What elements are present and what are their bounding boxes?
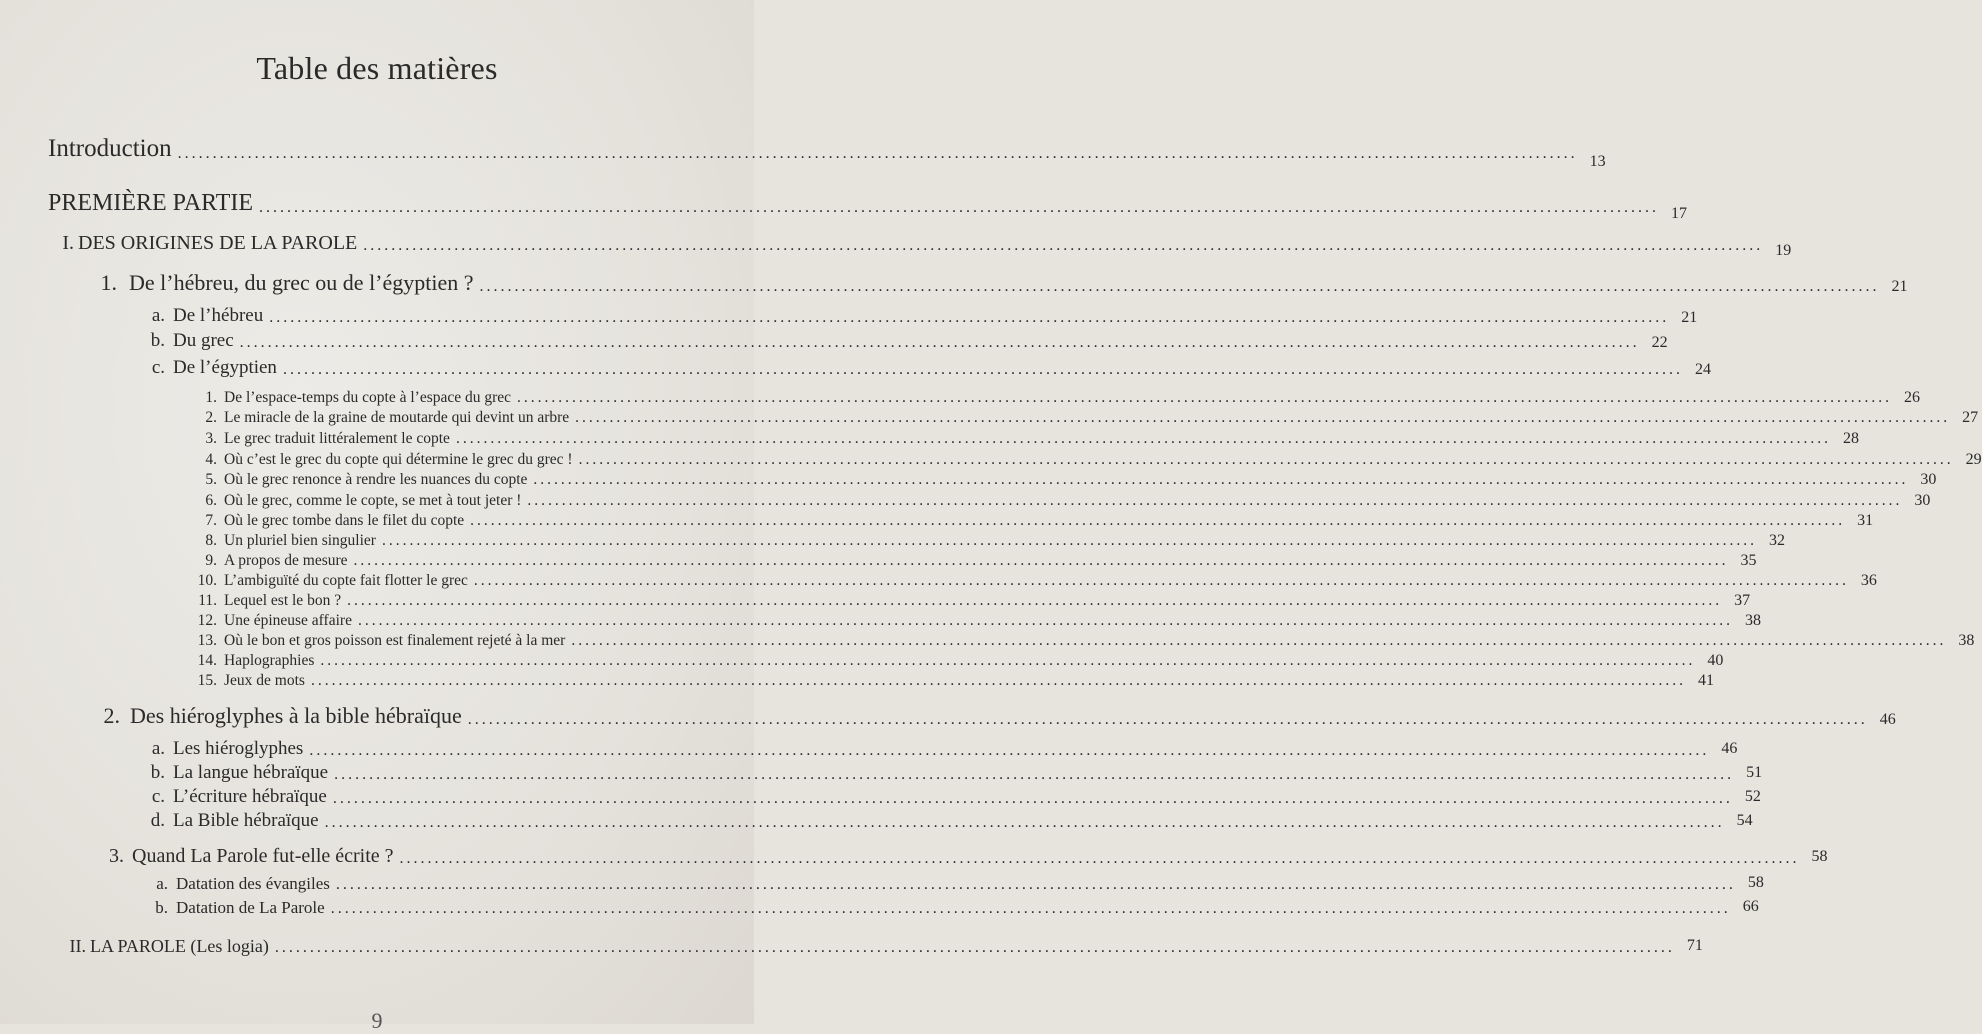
toc-entry-title: A propos de mesure (224, 552, 348, 569)
toc-entry-number: 12. (197, 612, 217, 629)
toc-entry-lequel-est-le-bon (195, 592, 1751, 610)
toc-entry-number: a. (151, 738, 165, 759)
toc-entry-number: b. (150, 762, 165, 783)
toc-entry-number: 3. (205, 430, 217, 447)
dot-leader: ........................................................................................................................................................................................................ (269, 309, 1670, 326)
toc-entry-ou-le-grec-renonce-a-rendre-les-nuances- (195, 471, 1937, 489)
dot-leader: ........................................................................................................................................................................................................ (330, 900, 1731, 917)
dot-leader: ........................................................................................................................................................................................................ (335, 876, 1736, 893)
toc-entry-number: 13. (197, 632, 217, 649)
toc-entry-page: 51 (1746, 764, 1763, 781)
dot-leader: ........................................................................................................................................................................................................ (470, 512, 1846, 529)
toc-entry-number: 10. (197, 572, 217, 589)
dot-leader: ........................................................................................................................................................................................................ (575, 409, 1951, 426)
toc-entry-title: Où le grec, comme le copte, se met à tout jeter ! (224, 492, 522, 509)
toc-entry-title: Le grec traduit littéralement le copte (224, 430, 450, 447)
toc-entry-number: c. (151, 786, 165, 807)
toc-entry-title: Datation des évangiles (176, 874, 330, 893)
toc-entry-le-grec-traduit-litteralement-le-copte (195, 430, 1859, 448)
toc-entry-title: Des hiéroglyphes à la bible hébraïque (130, 703, 462, 728)
toc-entry-la-parole-les-logia (60, 936, 1703, 957)
toc-entry-la-langue-hebraique (145, 762, 1763, 784)
toc-entry-premiere-partie (48, 190, 1688, 222)
toc-entry-page: 58 (1747, 874, 1764, 891)
dot-leader: ........................................................................................................................................................................................................ (467, 711, 1868, 728)
toc-entry-page: 40 (1707, 652, 1724, 669)
toc-entry-un-pluriel-bien-singulier (195, 532, 1785, 550)
toc-entry-number: 5. (205, 471, 217, 488)
dot-leader: ........................................................................................................................................................................................................ (324, 814, 1725, 831)
toc-entry-jeux-de-mots (195, 672, 1714, 690)
toc-entry-page: 21 (1891, 278, 1908, 295)
toc-entry-page: 52 (1744, 788, 1761, 805)
toc-entry-page: 38 (1958, 632, 1975, 649)
page-title: Table des matières (256, 50, 498, 86)
dot-leader: ........................................................................................................................................................................................................ (399, 850, 1800, 867)
toc-entry-page: 31 (1857, 512, 1874, 529)
dot-leader: ........................................................................................................................................................................................................ (239, 334, 1640, 351)
toc-entry-title: Les hiéroglyphes (173, 738, 304, 759)
toc-entry-datation-de-la-parole (148, 898, 1759, 918)
dot-leader: ........................................................................................................................................................................................................ (320, 652, 1696, 669)
toc-entry-page: 30 (1914, 492, 1931, 509)
dot-leader: ........................................................................................................................................................................................................ (310, 672, 1686, 689)
toc-entry-number: b. (155, 898, 168, 917)
toc-entry-number: 7. (205, 512, 217, 529)
dot-leader: ........................................................................................................................................................................................................ (381, 532, 1757, 549)
toc-entry-title: L’ambiguïté du copte fait flotter le grec (224, 572, 468, 589)
toc-entry-page: 35 (1740, 552, 1757, 569)
dot-leader: ........................................................................................................................................................................................................ (479, 278, 1880, 295)
toc-entry-page: 17 (1671, 205, 1688, 222)
toc-entry-page: 36 (1860, 572, 1877, 589)
toc-entry-number: 3. (109, 845, 124, 867)
toc-entry-title: DES ORIGINES DE LA PAROLE (78, 232, 358, 254)
dot-leader: ........................................................................................................................................................................................................ (578, 451, 1954, 468)
toc-entry-number: 8. (205, 532, 217, 549)
toc-entry-quand-la-parole-fut-elle-ecrite (102, 845, 1828, 868)
toc-entry-page: 30 (1920, 471, 1937, 488)
toc-entry-number: c. (151, 357, 165, 378)
toc-entry-title: Lequel est le bon ? (224, 592, 342, 609)
toc-entry-number: d. (150, 810, 165, 831)
toc-entry-page: 29 (1965, 451, 1982, 468)
dot-leader: ........................................................................................................................................................................................................ (517, 389, 1893, 406)
dot-leader: ........................................................................................................................................................................................................ (274, 939, 1675, 956)
toc-entry-l-ecriture-hebraique (145, 786, 1761, 808)
toc-entry-number: 14. (197, 652, 217, 669)
toc-entry-ou-c-est-le-grec-du-copte-qui-determine- (195, 451, 1982, 469)
dot-leader: ........................................................................................................................................................................................................ (332, 790, 1733, 807)
dot-leader: ........................................................................................................................................................................................................ (473, 572, 1849, 589)
page-number: 9 (371, 1008, 383, 1033)
toc-entry-page: 24 (1694, 361, 1711, 378)
toc-entry-a-propos-de-mesure (195, 552, 1757, 570)
toc-entry-number: 2. (205, 409, 217, 426)
toc-entry-page: 71 (1686, 937, 1703, 954)
toc-entry-title: De l’égyptien (173, 357, 277, 378)
toc-entry-page: 13 (1589, 153, 1606, 170)
toc-entry-haplographies (195, 652, 1724, 670)
dot-leader: ........................................................................................................................................................................................................ (309, 742, 1710, 759)
toc-entry-title: Où c’est le grec du copte qui détermine le grec du grec ! (224, 451, 573, 468)
toc-entry-title: La langue hébraïque (173, 762, 329, 783)
toc-entry-page: 41 (1697, 672, 1714, 689)
toc-entry-ou-le-bon-et-gros-poisson-est-finalement (195, 632, 1975, 650)
toc-entry-le-miracle-de-la-graine-de-moutarde-qui- (195, 409, 1979, 427)
toc-entry-title: Haplographies (224, 652, 315, 669)
toc-entry-number: 4. (205, 451, 217, 468)
dot-leader: ........................................................................................................................................................................................................ (353, 552, 1729, 569)
toc-entry-number: 1. (100, 270, 117, 295)
toc-entry-title: Datation de La Parole (176, 898, 325, 917)
toc-entry-page: 58 (1811, 848, 1828, 865)
toc-entry-page: 46 (1879, 711, 1896, 728)
toc-entry-title: L’écriture hébraïque (173, 786, 327, 807)
toc-entry-page: 66 (1742, 898, 1759, 915)
toc-entry-l-ambiguite-du-copte-fait-flotter-le-gre (195, 572, 1877, 590)
toc-entry-title: Quand La Parole fut-elle écrite ? (132, 845, 394, 867)
toc-entry-number: 6. (205, 492, 217, 509)
toc-entry-de-l-hebreu (145, 305, 1698, 327)
toc-entry-de-l-hebreu-du-grec-ou-de-l-egyptien (95, 270, 1908, 296)
dot-leader: ........................................................................................................................................................................................................ (282, 361, 1683, 378)
dot-leader: ........................................................................................................................................................................................................ (177, 145, 1578, 162)
dot-leader: ........................................................................................................................................................................................................ (533, 471, 1909, 488)
toc-entry-page: 19 (1775, 242, 1792, 259)
toc-entry-number: 1. (205, 389, 217, 406)
toc-entry-title: Une épineuse affaire (224, 612, 352, 629)
dot-leader: ........................................................................................................................................................................................................ (334, 766, 1735, 783)
toc-entry-number: I. (62, 232, 74, 254)
toc-entry-ou-le-grec-comme-le-copte-se-met-a-tout- (195, 492, 1931, 510)
toc-entry-title: De l’espace-temps du copte à l’espace du grec (224, 389, 512, 406)
toc-entry-la-bible-hebraique (145, 810, 1753, 832)
toc-entry-title: Le miracle de la graine de moutarde qui devint un arbre (224, 409, 570, 426)
toc-entry-page: 32 (1768, 532, 1785, 549)
toc-entry-page: 21 (1681, 309, 1698, 326)
toc-entry-number: 9. (205, 552, 217, 569)
toc-entry-number: 2. (103, 703, 120, 728)
toc-entry-number: II. (69, 936, 86, 956)
toc-entry-page: 46 (1721, 740, 1738, 757)
toc-entry-les-hieroglyphes (145, 738, 1738, 760)
toc-entry-title: Du grec (173, 330, 234, 351)
toc-entry-page: 54 (1736, 812, 1753, 829)
toc-entry-datation-des-evangiles (148, 874, 1764, 894)
toc-entry-page: 38 (1744, 612, 1761, 629)
toc-entry-title: De l’hébreu, du grec ou de l’égyptien ? (129, 270, 474, 295)
toc-entry-number: 15. (197, 672, 217, 689)
toc-entry-page: 27 (1962, 409, 1979, 426)
dot-leader: ........................................................................................................................................................................................................ (363, 237, 1764, 254)
toc-entry-title: LA PAROLE (Les logia) (90, 936, 269, 956)
toc-entry-number: a. (151, 305, 165, 326)
dot-leader: ........................................................................................................................................................................................................ (259, 199, 1660, 216)
toc-entry-title: Où le bon et gros poisson est finalement rejeté à la mer (224, 632, 566, 649)
toc-entry-title: Un pluriel bien singulier (224, 532, 376, 549)
toc-entry-title: De l’hébreu (173, 305, 264, 326)
toc-entry-page: 37 (1734, 592, 1751, 609)
dot-leader: ........................................................................................................................................................................................................ (455, 430, 1831, 447)
toc-entry-title: Jeux de mots (224, 672, 305, 689)
toc-entry-page: 26 (1904, 389, 1921, 406)
dot-leader: ........................................................................................................................................................................................................ (571, 632, 1947, 649)
dot-leader: ........................................................................................................................................................................................................ (527, 492, 1903, 509)
toc-entry-introduction (48, 135, 1606, 170)
toc-entry-title: Introduction (48, 135, 172, 162)
toc-entry-de-l-espace-temps-du-copte-a-l-espace-du (195, 389, 1921, 407)
toc-entry-number: a. (156, 874, 168, 893)
toc-entry-ou-le-grec-tombe-dans-le-filet-du-copte (195, 512, 1874, 530)
toc-entry-des-hieroglyphes-a-la-bible-hebraique (98, 703, 1896, 729)
toc-entry-page: 28 (1842, 430, 1859, 447)
toc-entry-title: Où le grec tombe dans le filet du copte (224, 512, 465, 529)
toc-entry-une-epineuse-affaire (195, 612, 1761, 630)
toc-entry-number: 11. (198, 592, 217, 609)
toc-entry-title: La Bible hébraïque (173, 810, 319, 831)
toc-entry-number: b. (150, 330, 165, 351)
toc-entry-des-origines-de-la-parole (48, 232, 1792, 259)
toc-entry-de-l-egyptien (145, 357, 1711, 379)
toc-entry-title: Où le grec renonce à rendre les nuances du copte (224, 471, 528, 488)
toc-entry-du-grec (145, 330, 1668, 352)
toc-entry-page: 22 (1651, 334, 1668, 351)
dot-leader: ........................................................................................................................................................................................................ (357, 612, 1733, 629)
dot-leader: ........................................................................................................................................................................................................ (347, 592, 1723, 609)
toc-entry-title: PREMIÈRE PARTIE (48, 190, 254, 216)
